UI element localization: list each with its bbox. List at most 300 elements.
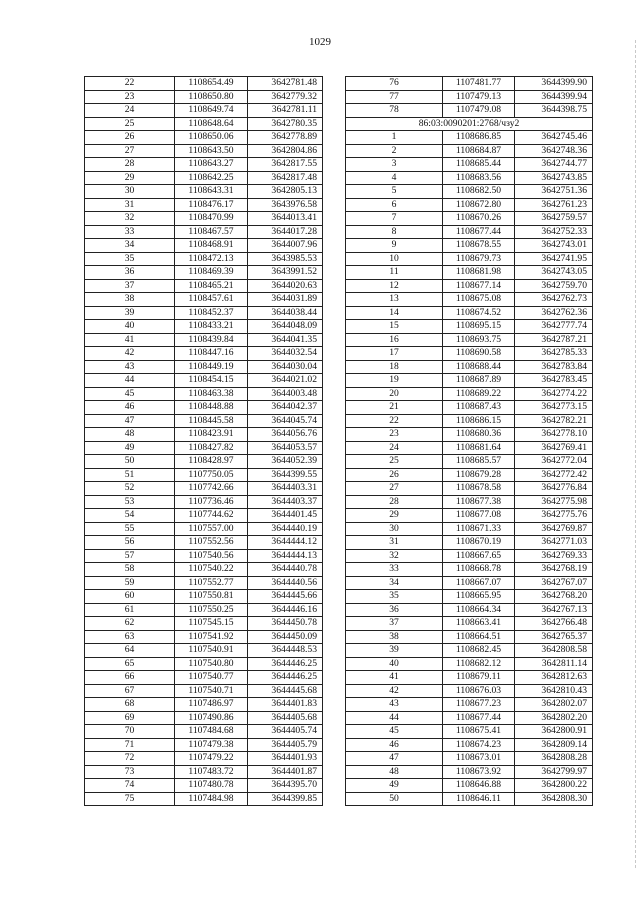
y-coordinate-cell: 3644038.44 bbox=[248, 306, 323, 320]
table-row bbox=[346, 495, 593, 509]
point-number-cell: 40 bbox=[346, 657, 443, 671]
x-coordinate-cell: 1108687.89 bbox=[443, 374, 515, 388]
y-coordinate-cell: 3644052.39 bbox=[248, 455, 323, 469]
table-row bbox=[346, 590, 593, 604]
point-number-cell: 42 bbox=[85, 347, 175, 361]
table-row bbox=[346, 482, 593, 496]
point-number-cell: 78 bbox=[346, 104, 443, 118]
x-coordinate-cell: 1108448.88 bbox=[175, 401, 248, 415]
y-coordinate-cell: 3644445.66 bbox=[248, 590, 323, 604]
y-coordinate-cell: 3644446.25 bbox=[248, 657, 323, 671]
y-coordinate-cell: 3642775.98 bbox=[515, 495, 593, 509]
x-coordinate-cell: 1108654.49 bbox=[175, 77, 248, 91]
x-coordinate-cell: 1108663.41 bbox=[443, 617, 515, 631]
point-number-cell: 69 bbox=[85, 711, 175, 725]
table-row bbox=[346, 603, 593, 617]
table-row bbox=[346, 212, 593, 226]
page-number: 1029 bbox=[309, 36, 331, 48]
table-row bbox=[85, 725, 323, 739]
table-row bbox=[85, 671, 323, 685]
point-number-cell: 73 bbox=[85, 765, 175, 779]
y-coordinate-cell: 3644003.48 bbox=[248, 387, 323, 401]
y-coordinate-cell: 3642769.33 bbox=[515, 549, 593, 563]
table-row bbox=[346, 522, 593, 536]
x-coordinate-cell: 1108463.38 bbox=[175, 387, 248, 401]
y-coordinate-cell: 3642817.48 bbox=[248, 171, 323, 185]
y-coordinate-cell: 3642781.11 bbox=[248, 104, 323, 118]
point-number-cell: 33 bbox=[346, 563, 443, 577]
x-coordinate-cell: 1108427.82 bbox=[175, 441, 248, 455]
point-number-cell: 25 bbox=[85, 117, 175, 131]
x-coordinate-cell: 1107490.86 bbox=[175, 711, 248, 725]
table-row bbox=[346, 401, 593, 415]
table-row bbox=[85, 738, 323, 752]
y-coordinate-cell: 3644032.54 bbox=[248, 347, 323, 361]
x-coordinate-cell: 1107540.77 bbox=[175, 671, 248, 685]
table-row bbox=[85, 77, 323, 91]
x-coordinate-cell: 1108672.80 bbox=[443, 198, 515, 212]
x-coordinate-cell: 1108681.64 bbox=[443, 441, 515, 455]
table-row bbox=[346, 198, 593, 212]
point-number-cell: 22 bbox=[85, 77, 175, 91]
point-number-cell: 11 bbox=[346, 266, 443, 280]
point-number-cell: 64 bbox=[85, 644, 175, 658]
y-coordinate-cell: 3642785.33 bbox=[515, 347, 593, 361]
y-coordinate-cell: 3642768.19 bbox=[515, 563, 593, 577]
point-number-cell: 36 bbox=[85, 266, 175, 280]
x-coordinate-cell: 1107481.77 bbox=[443, 77, 515, 91]
table-row bbox=[85, 401, 323, 415]
y-coordinate-cell: 3642802.07 bbox=[515, 698, 593, 712]
table-row bbox=[85, 482, 323, 496]
table-row bbox=[85, 252, 323, 266]
x-coordinate-cell: 1108675.41 bbox=[443, 725, 515, 739]
coordinates-table-left-body bbox=[85, 77, 323, 806]
y-coordinate-cell: 3642772.42 bbox=[515, 468, 593, 482]
coordinates-table-left bbox=[84, 76, 323, 806]
x-coordinate-cell: 1108673.01 bbox=[443, 752, 515, 766]
y-coordinate-cell: 3642744.77 bbox=[515, 158, 593, 172]
point-number-cell: 50 bbox=[85, 455, 175, 469]
point-number-cell: 40 bbox=[85, 320, 175, 334]
point-number-cell: 74 bbox=[85, 779, 175, 793]
table-row bbox=[346, 374, 593, 388]
y-coordinate-cell: 3644030.04 bbox=[248, 360, 323, 374]
x-coordinate-cell: 1108675.08 bbox=[443, 293, 515, 307]
table-row bbox=[85, 563, 323, 577]
coordinates-table-right bbox=[345, 76, 593, 806]
y-coordinate-cell: 3644448.53 bbox=[248, 644, 323, 658]
y-coordinate-cell: 3643991.52 bbox=[248, 266, 323, 280]
x-coordinate-cell: 1108465.21 bbox=[175, 279, 248, 293]
table-row bbox=[85, 765, 323, 779]
y-coordinate-cell: 3644401.45 bbox=[248, 509, 323, 523]
x-coordinate-cell: 1108670.26 bbox=[443, 212, 515, 226]
table-row bbox=[346, 630, 593, 644]
table-row bbox=[85, 441, 323, 455]
x-coordinate-cell: 1108643.31 bbox=[175, 185, 248, 199]
point-number-cell: 17 bbox=[346, 347, 443, 361]
y-coordinate-cell: 3644007.96 bbox=[248, 239, 323, 253]
point-number-cell: 45 bbox=[346, 725, 443, 739]
x-coordinate-cell: 1108646.88 bbox=[443, 779, 515, 793]
point-number-cell: 66 bbox=[85, 671, 175, 685]
x-coordinate-cell: 1108674.23 bbox=[443, 738, 515, 752]
point-number-cell: 27 bbox=[346, 482, 443, 496]
x-coordinate-cell: 1108650.06 bbox=[175, 131, 248, 145]
table-row bbox=[85, 468, 323, 482]
table-row bbox=[85, 131, 323, 145]
table-row bbox=[346, 320, 593, 334]
table-row bbox=[346, 347, 593, 361]
table-row bbox=[85, 684, 323, 698]
table-row bbox=[346, 698, 593, 712]
x-coordinate-cell: 1108642.25 bbox=[175, 171, 248, 185]
table-row bbox=[85, 657, 323, 671]
y-coordinate-cell: 3642782.21 bbox=[515, 414, 593, 428]
table-row bbox=[346, 252, 593, 266]
y-coordinate-cell: 3642808.30 bbox=[515, 792, 593, 806]
point-number-cell: 61 bbox=[85, 603, 175, 617]
point-number-cell: 71 bbox=[85, 738, 175, 752]
y-coordinate-cell: 3644398.75 bbox=[515, 104, 593, 118]
x-coordinate-cell: 1107540.91 bbox=[175, 644, 248, 658]
table-row bbox=[85, 279, 323, 293]
y-coordinate-cell: 3644042.37 bbox=[248, 401, 323, 415]
y-coordinate-cell: 3642775.76 bbox=[515, 509, 593, 523]
x-coordinate-cell: 1108677.44 bbox=[443, 711, 515, 725]
y-coordinate-cell: 3644041.35 bbox=[248, 333, 323, 347]
point-number-cell: 5 bbox=[346, 185, 443, 199]
table-row bbox=[85, 158, 323, 172]
point-number-cell: 48 bbox=[346, 765, 443, 779]
y-coordinate-cell: 3642800.91 bbox=[515, 725, 593, 739]
x-coordinate-cell: 1107540.71 bbox=[175, 684, 248, 698]
point-number-cell: 44 bbox=[85, 374, 175, 388]
y-coordinate-cell: 3642809.14 bbox=[515, 738, 593, 752]
point-number-cell: 8 bbox=[346, 225, 443, 239]
y-coordinate-cell: 3644403.37 bbox=[248, 495, 323, 509]
y-coordinate-cell: 3642769.41 bbox=[515, 441, 593, 455]
table-row bbox=[346, 711, 593, 725]
table-row bbox=[346, 549, 593, 563]
table-row bbox=[85, 293, 323, 307]
table-row bbox=[85, 333, 323, 347]
point-number-cell: 72 bbox=[85, 752, 175, 766]
point-number-cell: 43 bbox=[346, 698, 443, 712]
point-number-cell: 19 bbox=[346, 374, 443, 388]
table-row bbox=[346, 536, 593, 550]
table-row bbox=[85, 522, 323, 536]
y-coordinate-cell: 3644440.78 bbox=[248, 563, 323, 577]
point-number-cell: 42 bbox=[346, 684, 443, 698]
point-number-cell: 25 bbox=[346, 455, 443, 469]
point-number-cell: 43 bbox=[85, 360, 175, 374]
point-number-cell: 47 bbox=[85, 414, 175, 428]
table-row bbox=[85, 711, 323, 725]
x-coordinate-cell: 1108643.50 bbox=[175, 144, 248, 158]
point-number-cell: 46 bbox=[85, 401, 175, 415]
y-coordinate-cell: 3644399.90 bbox=[515, 77, 593, 91]
table-row bbox=[346, 455, 593, 469]
y-coordinate-cell: 3642812.63 bbox=[515, 671, 593, 685]
x-coordinate-cell: 1108643.27 bbox=[175, 158, 248, 172]
table-row bbox=[346, 360, 593, 374]
table-row bbox=[346, 576, 593, 590]
x-coordinate-cell: 1108679.28 bbox=[443, 468, 515, 482]
x-coordinate-cell: 1108650.80 bbox=[175, 90, 248, 104]
section-header-row bbox=[346, 117, 593, 131]
point-number-cell: 50 bbox=[346, 792, 443, 806]
point-number-cell: 32 bbox=[85, 212, 175, 226]
x-coordinate-cell: 1108683.56 bbox=[443, 171, 515, 185]
y-coordinate-cell: 3642766.48 bbox=[515, 617, 593, 631]
x-coordinate-cell: 1108695.15 bbox=[443, 320, 515, 334]
point-number-cell: 41 bbox=[85, 333, 175, 347]
table-row bbox=[85, 266, 323, 280]
y-coordinate-cell: 3644031.89 bbox=[248, 293, 323, 307]
x-coordinate-cell: 1107480.78 bbox=[175, 779, 248, 793]
x-coordinate-cell: 1107557.00 bbox=[175, 522, 248, 536]
table-row bbox=[85, 495, 323, 509]
point-number-cell: 68 bbox=[85, 698, 175, 712]
y-coordinate-cell: 3642771.03 bbox=[515, 536, 593, 550]
y-coordinate-cell: 3642768.20 bbox=[515, 590, 593, 604]
table-row bbox=[346, 563, 593, 577]
point-number-cell: 14 bbox=[346, 306, 443, 320]
table-row bbox=[85, 90, 323, 104]
table-row bbox=[85, 117, 323, 131]
y-coordinate-cell: 3644045.74 bbox=[248, 414, 323, 428]
x-coordinate-cell: 1107742.66 bbox=[175, 482, 248, 496]
y-coordinate-cell: 3642776.84 bbox=[515, 482, 593, 496]
x-coordinate-cell: 1108664.34 bbox=[443, 603, 515, 617]
point-number-cell: 27 bbox=[85, 144, 175, 158]
y-coordinate-cell: 3644399.85 bbox=[248, 792, 323, 806]
point-number-cell: 34 bbox=[85, 239, 175, 253]
y-coordinate-cell: 3642799.97 bbox=[515, 765, 593, 779]
x-coordinate-cell: 1108680.36 bbox=[443, 428, 515, 442]
point-number-cell: 29 bbox=[85, 171, 175, 185]
x-coordinate-cell: 1107550.81 bbox=[175, 590, 248, 604]
point-number-cell: 51 bbox=[85, 468, 175, 482]
x-coordinate-cell: 1107540.22 bbox=[175, 563, 248, 577]
table-row bbox=[85, 198, 323, 212]
point-number-cell: 44 bbox=[346, 711, 443, 725]
table-row bbox=[85, 455, 323, 469]
y-coordinate-cell: 3642769.87 bbox=[515, 522, 593, 536]
point-number-cell: 35 bbox=[85, 252, 175, 266]
x-coordinate-cell: 1108693.75 bbox=[443, 333, 515, 347]
y-coordinate-cell: 3642767.07 bbox=[515, 576, 593, 590]
point-number-cell: 39 bbox=[85, 306, 175, 320]
y-coordinate-cell: 3642808.58 bbox=[515, 644, 593, 658]
table-row bbox=[346, 293, 593, 307]
x-coordinate-cell: 1107484.98 bbox=[175, 792, 248, 806]
table-row bbox=[346, 617, 593, 631]
table-row bbox=[85, 185, 323, 199]
x-coordinate-cell: 1108664.51 bbox=[443, 630, 515, 644]
table-row bbox=[346, 77, 593, 91]
point-number-cell: 35 bbox=[346, 590, 443, 604]
x-coordinate-cell: 1108682.12 bbox=[443, 657, 515, 671]
y-coordinate-cell: 3644405.68 bbox=[248, 711, 323, 725]
y-coordinate-cell: 3642804.86 bbox=[248, 144, 323, 158]
table-row bbox=[85, 374, 323, 388]
table-row bbox=[85, 536, 323, 550]
x-coordinate-cell: 1108690.58 bbox=[443, 347, 515, 361]
y-coordinate-cell: 3644444.12 bbox=[248, 536, 323, 550]
point-number-cell: 9 bbox=[346, 239, 443, 253]
table-row bbox=[346, 239, 593, 253]
y-coordinate-cell: 3642802.20 bbox=[515, 711, 593, 725]
x-coordinate-cell: 1108670.19 bbox=[443, 536, 515, 550]
table-row bbox=[346, 144, 593, 158]
point-number-cell: 6 bbox=[346, 198, 443, 212]
table-row bbox=[346, 90, 593, 104]
x-coordinate-cell: 1108685.57 bbox=[443, 455, 515, 469]
y-coordinate-cell: 3644405.79 bbox=[248, 738, 323, 752]
point-number-cell: 76 bbox=[346, 77, 443, 91]
y-coordinate-cell: 3644401.93 bbox=[248, 752, 323, 766]
x-coordinate-cell: 1108688.44 bbox=[443, 360, 515, 374]
point-number-cell: 1 bbox=[346, 131, 443, 145]
table-row bbox=[346, 333, 593, 347]
y-coordinate-cell: 3644395.70 bbox=[248, 779, 323, 793]
y-coordinate-cell: 3642778.10 bbox=[515, 428, 593, 442]
point-number-cell: 23 bbox=[346, 428, 443, 442]
point-number-cell: 24 bbox=[346, 441, 443, 455]
y-coordinate-cell: 3644017.28 bbox=[248, 225, 323, 239]
point-number-cell: 56 bbox=[85, 536, 175, 550]
x-coordinate-cell: 1107479.13 bbox=[443, 90, 515, 104]
table-row bbox=[85, 171, 323, 185]
point-number-cell: 47 bbox=[346, 752, 443, 766]
y-coordinate-cell: 3642805.13 bbox=[248, 185, 323, 199]
y-coordinate-cell: 3642751.36 bbox=[515, 185, 593, 199]
table-row bbox=[346, 657, 593, 671]
point-number-cell: 7 bbox=[346, 212, 443, 226]
coordinates-table-right-body bbox=[346, 77, 593, 806]
x-coordinate-cell: 1108469.39 bbox=[175, 266, 248, 280]
point-number-cell: 22 bbox=[346, 414, 443, 428]
table-row bbox=[85, 576, 323, 590]
y-coordinate-cell: 3644056.76 bbox=[248, 428, 323, 442]
point-number-cell: 12 bbox=[346, 279, 443, 293]
point-number-cell: 4 bbox=[346, 171, 443, 185]
y-coordinate-cell: 3642774.22 bbox=[515, 387, 593, 401]
point-number-cell: 18 bbox=[346, 360, 443, 374]
table-row bbox=[85, 617, 323, 631]
table-row bbox=[85, 320, 323, 334]
x-coordinate-cell: 1108468.91 bbox=[175, 239, 248, 253]
y-coordinate-cell: 3644401.87 bbox=[248, 765, 323, 779]
y-coordinate-cell: 3644401.83 bbox=[248, 698, 323, 712]
y-coordinate-cell: 3642810.43 bbox=[515, 684, 593, 698]
x-coordinate-cell: 1107479.08 bbox=[443, 104, 515, 118]
y-coordinate-cell: 3644053.57 bbox=[248, 441, 323, 455]
y-coordinate-cell: 3642762.36 bbox=[515, 306, 593, 320]
y-coordinate-cell: 3643976.58 bbox=[248, 198, 323, 212]
y-coordinate-cell: 3644445.68 bbox=[248, 684, 323, 698]
table-row bbox=[346, 441, 593, 455]
point-number-cell: 37 bbox=[346, 617, 443, 631]
point-number-cell: 67 bbox=[85, 684, 175, 698]
point-number-cell: 52 bbox=[85, 482, 175, 496]
point-number-cell: 60 bbox=[85, 590, 175, 604]
y-coordinate-cell: 3642779.32 bbox=[248, 90, 323, 104]
table-row bbox=[85, 752, 323, 766]
y-coordinate-cell: 3642808.28 bbox=[515, 752, 593, 766]
x-coordinate-cell: 1108467.57 bbox=[175, 225, 248, 239]
point-number-cell: 31 bbox=[346, 536, 443, 550]
x-coordinate-cell: 1108684.87 bbox=[443, 144, 515, 158]
y-coordinate-cell: 3643985.53 bbox=[248, 252, 323, 266]
point-number-cell: 21 bbox=[346, 401, 443, 415]
table-row bbox=[346, 725, 593, 739]
y-coordinate-cell: 3644450.78 bbox=[248, 617, 323, 631]
x-coordinate-cell: 1108673.92 bbox=[443, 765, 515, 779]
y-coordinate-cell: 3642741.95 bbox=[515, 252, 593, 266]
y-coordinate-cell: 3642745.46 bbox=[515, 131, 593, 145]
point-number-cell: 28 bbox=[85, 158, 175, 172]
x-coordinate-cell: 1108445.58 bbox=[175, 414, 248, 428]
y-coordinate-cell: 3642759.70 bbox=[515, 279, 593, 293]
x-coordinate-cell: 1108470.99 bbox=[175, 212, 248, 226]
point-number-cell: 63 bbox=[85, 630, 175, 644]
point-number-cell: 24 bbox=[85, 104, 175, 118]
point-number-cell: 37 bbox=[85, 279, 175, 293]
point-number-cell: 31 bbox=[85, 198, 175, 212]
point-number-cell: 2 bbox=[346, 144, 443, 158]
x-coordinate-cell: 1108679.73 bbox=[443, 252, 515, 266]
y-coordinate-cell: 3642765.37 bbox=[515, 630, 593, 644]
y-coordinate-cell: 3644446.16 bbox=[248, 603, 323, 617]
x-coordinate-cell: 1107483.72 bbox=[175, 765, 248, 779]
x-coordinate-cell: 1108678.55 bbox=[443, 239, 515, 253]
point-number-cell: 30 bbox=[85, 185, 175, 199]
x-coordinate-cell: 1108668.78 bbox=[443, 563, 515, 577]
x-coordinate-cell: 1108671.33 bbox=[443, 522, 515, 536]
y-coordinate-cell: 3644013.41 bbox=[248, 212, 323, 226]
x-coordinate-cell: 1107479.22 bbox=[175, 752, 248, 766]
y-coordinate-cell: 3642748.36 bbox=[515, 144, 593, 158]
x-coordinate-cell: 1108447.16 bbox=[175, 347, 248, 361]
table-row bbox=[346, 644, 593, 658]
table-row bbox=[346, 779, 593, 793]
table-row bbox=[85, 630, 323, 644]
point-number-cell: 38 bbox=[85, 293, 175, 307]
x-coordinate-cell: 1107744.62 bbox=[175, 509, 248, 523]
x-coordinate-cell: 1107540.80 bbox=[175, 657, 248, 671]
y-coordinate-cell: 3642773.15 bbox=[515, 401, 593, 415]
y-coordinate-cell: 3642783.45 bbox=[515, 374, 593, 388]
table-row bbox=[346, 225, 593, 239]
y-coordinate-cell: 3644446.25 bbox=[248, 671, 323, 685]
x-coordinate-cell: 1107545.15 bbox=[175, 617, 248, 631]
point-number-cell: 36 bbox=[346, 603, 443, 617]
y-coordinate-cell: 3644450.09 bbox=[248, 630, 323, 644]
point-number-cell: 53 bbox=[85, 495, 175, 509]
y-coordinate-cell: 3642778.89 bbox=[248, 131, 323, 145]
x-coordinate-cell: 1108667.65 bbox=[443, 549, 515, 563]
point-number-cell: 54 bbox=[85, 509, 175, 523]
x-coordinate-cell: 1108677.14 bbox=[443, 279, 515, 293]
y-coordinate-cell: 3642761.23 bbox=[515, 198, 593, 212]
table-row bbox=[85, 347, 323, 361]
point-number-cell: 65 bbox=[85, 657, 175, 671]
point-number-cell: 23 bbox=[85, 90, 175, 104]
